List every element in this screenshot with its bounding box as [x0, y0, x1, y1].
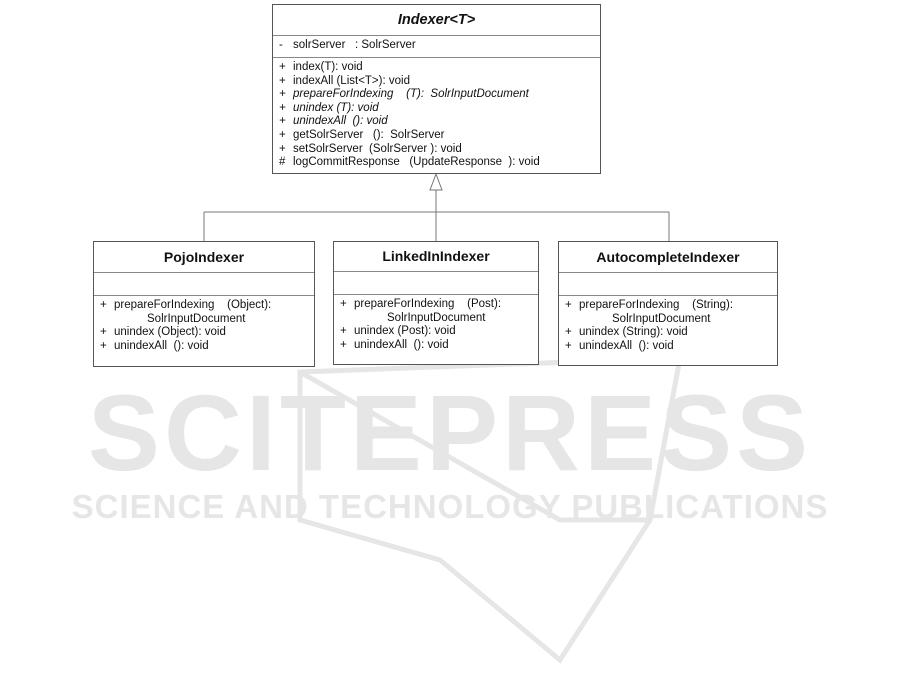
visibility-marker: + — [340, 298, 347, 310]
operation-row — [565, 340, 771, 354]
operation-text: logCommitResponse (UpdateResponse ): void — [293, 156, 540, 169]
operations-section — [559, 296, 777, 356]
operation-text: unindexAll (): void — [354, 338, 449, 351]
attributes-section — [559, 273, 777, 296]
visibility-marker: - — [279, 39, 283, 51]
operation-row — [565, 326, 771, 340]
operations-section — [94, 296, 314, 356]
visibility-marker: + — [279, 61, 286, 73]
operation-row — [100, 326, 308, 340]
operation-text: prepareForIndexing (T): SolrInputDocument — [293, 88, 529, 101]
operation-row — [279, 75, 594, 89]
operation-row — [565, 299, 771, 313]
operation-continuation: SolrInputDocument — [612, 312, 711, 325]
visibility-marker: + — [565, 299, 572, 311]
class-autocomplete-indexer[interactable] — [558, 241, 778, 366]
operation-continuation: SolrInputDocument — [147, 312, 246, 325]
class-title: PojoIndexer — [94, 242, 314, 273]
watermark-tagline: SCIENCE AND TECHNOLOGY PUBLICATIONS — [71, 488, 829, 525]
visibility-marker: # — [279, 156, 286, 169]
operation-row — [279, 129, 594, 143]
operation-row — [340, 325, 532, 339]
operation-text: unindexAll (): void — [114, 339, 209, 352]
operation-text: unindex (Object): void — [114, 326, 226, 339]
class-linkedin-indexer[interactable] — [333, 241, 539, 365]
visibility-marker: + — [565, 326, 572, 339]
operation-text: getSolrServer (): SolrServer — [293, 128, 445, 141]
operation-row — [279, 143, 594, 157]
visibility-marker: + — [100, 339, 107, 352]
operation-row — [340, 339, 532, 353]
class-title: AutocompleteIndexer — [559, 242, 777, 273]
class-title: Indexer<T> — [273, 5, 600, 36]
operation-row-abstract — [279, 88, 594, 102]
watermark-brand: SCITEPRESS — [87, 372, 813, 493]
visibility-marker: + — [279, 74, 286, 87]
generalization-arrow-icon — [430, 174, 442, 190]
class-title: LinkedInIndexer — [334, 242, 538, 272]
operation-text: prepareForIndexing (Object): — [114, 299, 272, 311]
visibility-marker: + — [340, 325, 347, 338]
operation-text: unindexAll (): void — [579, 339, 674, 352]
operation-row — [279, 156, 594, 170]
operation-row — [100, 299, 308, 313]
visibility-marker: + — [340, 338, 347, 351]
operation-row-abstract — [279, 102, 594, 116]
class-indexer[interactable] — [272, 4, 601, 174]
attribute-row — [279, 39, 594, 51]
visibility-marker: + — [565, 339, 572, 352]
attributes-section — [334, 272, 538, 295]
visibility-marker: + — [100, 299, 107, 311]
operation-text: prepareForIndexing (String): — [579, 299, 734, 311]
operation-text: indexAll (List<T>): void — [293, 74, 410, 87]
operation-row-abstract — [279, 115, 594, 129]
operation-text: unindex (Post): void — [354, 325, 456, 338]
attributes-section — [273, 36, 600, 58]
operation-text: setSolrServer (SolrServer ): void — [293, 142, 462, 155]
visibility-marker: + — [279, 128, 286, 141]
attributes-section — [94, 273, 314, 296]
visibility-marker: + — [279, 115, 286, 128]
operation-text: unindexAll (): void — [293, 115, 388, 128]
operation-text: prepareForIndexing (Post): — [354, 298, 502, 310]
class-pojo-indexer[interactable] — [93, 241, 315, 367]
operation-row — [279, 61, 594, 75]
operation-text: unindex (String): void — [579, 326, 688, 339]
operation-row — [100, 340, 308, 354]
attribute-text: solrServer : SolrServer — [293, 39, 416, 51]
visibility-marker: + — [279, 142, 286, 155]
operations-section — [334, 295, 538, 355]
operations-section — [273, 58, 600, 173]
operation-continuation: SolrInputDocument — [387, 311, 486, 324]
visibility-marker: + — [279, 101, 286, 114]
visibility-marker: + — [100, 326, 107, 339]
visibility-marker: + — [279, 88, 286, 101]
operation-row — [340, 298, 532, 312]
operation-text: unindex (T): void — [293, 101, 379, 114]
operation-text: index(T): void — [293, 61, 363, 73]
